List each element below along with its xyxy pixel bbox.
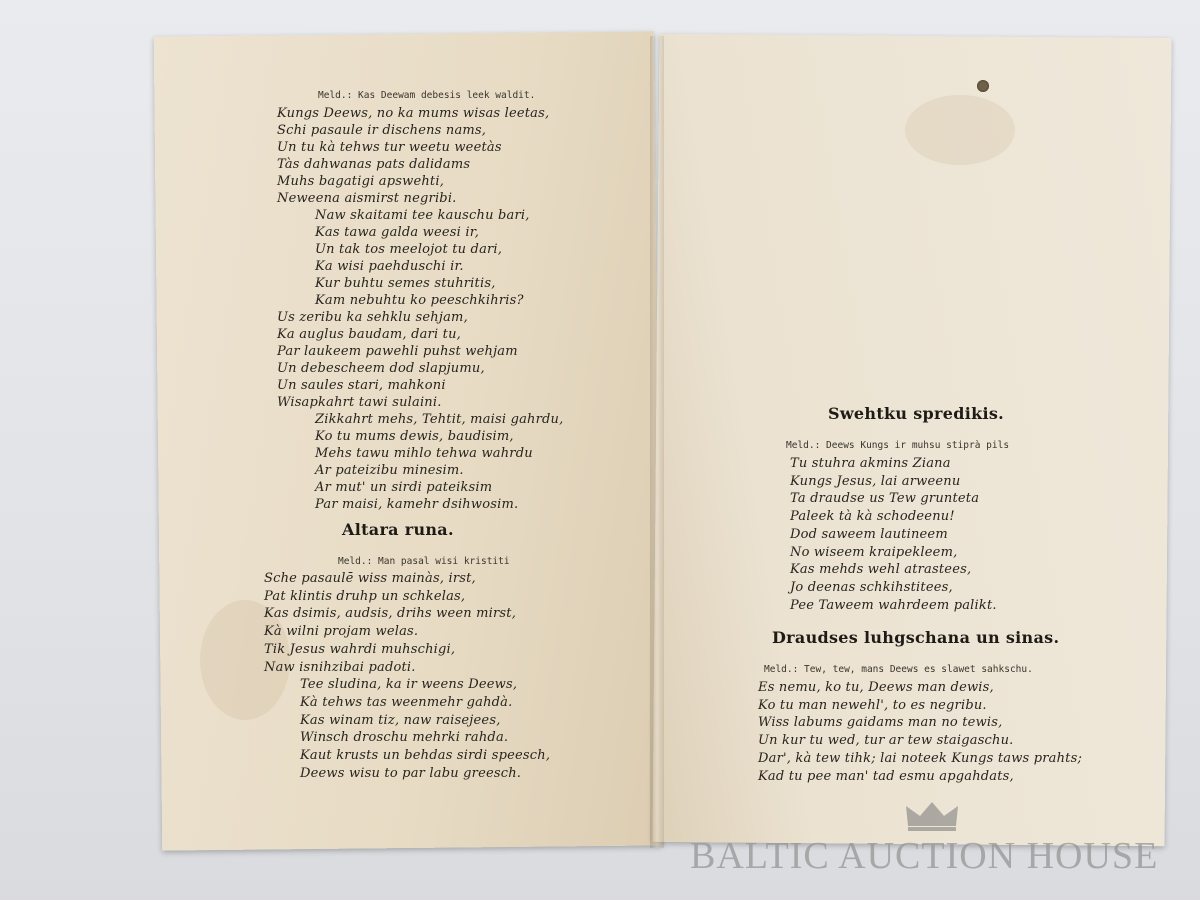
verse-line: Neweena aismirst negribi. xyxy=(277,191,457,206)
verse-line: Jo deenas schkihstitees, xyxy=(790,579,953,595)
verse-line: Kas tawa galda weesi ir, xyxy=(315,225,480,240)
verse-line: Winsch droschu mehrki rahda. xyxy=(300,730,509,746)
verse-line: Kam nebuhtu ko peeschkihris? xyxy=(315,293,524,308)
verse-line: Kur buhtu semes stuhritis, xyxy=(315,276,496,291)
verse-line: Ka auglus baudam, dari tu, xyxy=(277,327,461,342)
verse-line: Ko tu man newehl', to es negribu. xyxy=(758,697,987,713)
verse-line: Naw isnihzibai padoti. xyxy=(264,659,416,675)
verse-line: Kungs Deews, no ka mums wisas leetas, xyxy=(277,106,550,121)
punch-hole xyxy=(977,80,989,92)
verse-line: Kas mehds wehl atrastees, xyxy=(790,562,972,578)
verse-line: Tàs dahwanas pats dalidams xyxy=(277,157,471,172)
verse-line: Naw skaitami tee kauschu bari, xyxy=(315,208,530,223)
verse-line: Kaut krusts un behdas sirdi speesch, xyxy=(300,748,551,763)
verse-line: Kà wilni projam welas. xyxy=(264,624,419,640)
verse-line: No wiseem kraipekleem, xyxy=(790,544,958,560)
melody-note: Meld.: Kas Deewam debesis leek waldit. xyxy=(318,90,536,101)
verse-line: Wisapkahrt tawi sulaini. xyxy=(277,395,442,410)
verse-line: Dod saweem lautineem xyxy=(790,526,948,542)
verse-line: Ta draudse us Tew grunteta xyxy=(790,491,980,507)
verse-line: Ar mut' un sirdi pateiksim xyxy=(315,480,493,495)
section-heading: Draudses luhgschana un sinas. xyxy=(772,628,1060,647)
verse-line: Paleek tà kà schodeenu! xyxy=(790,509,955,525)
verse-line: Pee Taweem wahrdeem palikt. xyxy=(790,597,997,613)
verse-line: Kad tu pee man' tad esmu apgahdats, xyxy=(758,768,1014,784)
verse-line: Dar', kà tew tihk; lai noteek Kungs taws prahts; xyxy=(758,750,1083,766)
verse-line: Un tu kà tehws tur weetu weetàs xyxy=(277,140,502,155)
section-heading: Altara runa. xyxy=(342,520,454,539)
verse-line: Tik Jesus wahrdi muhschigi, xyxy=(264,641,456,657)
verse-line: Ka wisi paehduschi ir. xyxy=(315,259,464,274)
watermark-text: BALTIC AUCTION HOUSE xyxy=(690,835,1159,877)
verse-line: Mehs tawu mihlo tehwa wahrdu xyxy=(315,446,533,461)
melody-note: Meld.: Man pasal wisi kristiti xyxy=(338,556,510,567)
verse-line: Un kur tu wed, tur ar tew staigaschu. xyxy=(758,733,1014,749)
verse-line: Kas dsimis, audsis, drihs ween mirst, xyxy=(264,606,517,622)
verse-line: Wiss labums gaidams man no tewis, xyxy=(758,715,1003,731)
melody-note: Meld.: Tew, tew, mans Deews es slawet sahkschu. xyxy=(764,664,1033,675)
section-heading: Swehtku spredikis. xyxy=(828,404,1005,423)
verse-line: Pat klintis druhp un schkelas, xyxy=(264,588,466,604)
verse-line: Par laukeem pawehli puhst wehjam xyxy=(277,344,518,359)
verse-line: Sche pasaulē wiss mainàs, irst, xyxy=(264,571,476,586)
verse-line: Un saules stari, mahkoni xyxy=(277,378,446,393)
verse-line: Kà tehws tas weenmehr gahdà. xyxy=(300,694,513,710)
verse-line: Es nemu, ko tu, Deews man dewis, xyxy=(758,680,994,695)
verse-line: Tee sludina, ka ir weens Deews, xyxy=(300,677,518,693)
melody-note: Meld.: Deews Kungs ir muhsu stiprà pils xyxy=(786,440,1010,451)
paper-stain xyxy=(905,95,1015,165)
verse-line: Muhs bagatigi apswehti, xyxy=(277,174,445,189)
verse-line: Zikkahrt mehs, Tehtit, maisi gahrdu, xyxy=(315,412,564,427)
verse-line: Ar pateizibu minesim. xyxy=(315,463,464,478)
verse-line: Us zeribu ka sehklu sehjam, xyxy=(277,310,468,325)
verse-line: Kas winam tiz, naw raisejees, xyxy=(300,712,501,728)
page-fold xyxy=(650,36,664,848)
verse-line: Par maisi, kamehr dsihwosim. xyxy=(315,497,519,512)
crown-icon xyxy=(904,800,960,832)
verse-line: Kungs Jesus, lai arweenu xyxy=(790,473,961,489)
verse-line: Schi pasaule ir dischens nams, xyxy=(277,123,487,138)
verse-line: Deews wisu to par labu greesch. xyxy=(300,765,522,781)
verse-line: Tu stuhra akmins Ziana xyxy=(790,456,951,471)
verse-line: Un debescheem dod slapjumu, xyxy=(277,361,485,376)
verse-line: Ko tu mums dewis, baudisim, xyxy=(315,429,514,444)
verse-line: Un tak tos meelojot tu dari, xyxy=(315,242,503,257)
